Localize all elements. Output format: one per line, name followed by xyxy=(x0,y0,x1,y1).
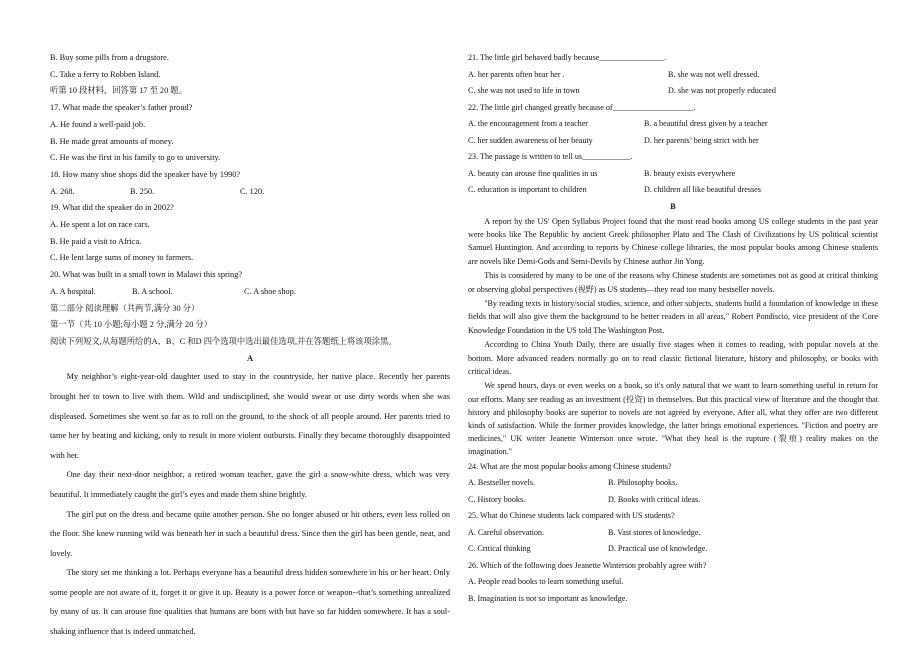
question-20: 20. What was built in a small town in Malawi this spring? xyxy=(50,270,243,280)
q22-options xyxy=(468,116,878,133)
option: C. she was not used to life in town xyxy=(468,86,580,95)
question-26: 26. Which of the following does Jeanette Winterson probably agree with? xyxy=(468,560,707,570)
option: A. Careful observation. xyxy=(468,527,544,537)
option-line: A. He spent a lot on race cars. xyxy=(50,220,150,230)
passage-b-paragraph: According to China Youth Daily, there are usually five stages when it comes to reading, with popular novels at the bottom. More advanced readers normally go on to read classic fictional literature, history and philosophy, or books with critical ideas. xyxy=(468,340,878,376)
q22-options xyxy=(468,133,878,150)
left-column xyxy=(50,50,450,642)
question-25: 25. What do Chinese students lack compared with US students? xyxy=(468,511,675,521)
option: B. A school. xyxy=(132,286,173,296)
passage-a-paragraph: My neighbor’s eight-year-old daughter used to stay in the countryside, her native place. Recently her parents brought her to town to live with them. Wild and undisciplined, she would swear or use dirty words when she was displeased. Sometimes she went so far as to roll on the ground, to the shock of all people around. Her parents tried to tame her by beating and kicking, only to result in more violent outbursts. Finally they became thoroughly disappointed with her. xyxy=(50,372,450,460)
option-line: C. Take a ferry to Robben Island. xyxy=(50,69,161,79)
question-24: 24. What are the most popular books among Chinese students? xyxy=(468,461,672,471)
option: B. 250. xyxy=(130,186,155,196)
option: D. Practical use of knowledge. xyxy=(608,544,708,554)
passage-b-paragraph: We spend hours, days or even weeks on a book, so it's only natural that we want to learn something useful in return for our efforts. Many see reading as an investment (投资) in themselves. But this practical view of literature and the thought that history and philosophy books are superior to novels are not agreed by everyone. After all, what they offer are two different kinds of satisfaction. While the former provides knowledge, the latter brings emotional experiences. "Fiction and poetry are medicines," UK writer Jeanette Winterson once wrote. "What they heal is the rupture (裂痕) reality makes on the imagination." xyxy=(468,381,878,457)
question-23: 23. The passage is written to tell us____________. xyxy=(468,152,633,161)
option-line: B. Imagination is not so important as knowledge. xyxy=(468,593,628,603)
option: D. Books with critical ideas. xyxy=(608,494,701,504)
passage-b-paragraph: "By reading texts in history/social studies, science, and other subjects, students build a foundation of knowledge in these fields that will also give them the background to be better readers in all areas," Robert Pondiscio, vice president of the Core Knowledge Foundation in the US told The Washington Post. xyxy=(468,299,878,335)
option: C. 120. xyxy=(240,186,265,196)
option: B. a beautiful dress given by a teacher xyxy=(644,119,768,128)
option: A. beauty can arouse fine qualities in us xyxy=(468,168,598,178)
option: A. her parents often bear her . xyxy=(468,69,565,79)
q25-options xyxy=(468,525,878,542)
option: B. Philosophy books. xyxy=(608,478,678,488)
question-21: 21. The little girl behaved badly because________________. xyxy=(468,53,667,62)
q20-options xyxy=(50,284,450,301)
option: B. Vast stores of knowledge. xyxy=(608,527,701,537)
option: C. A shoe shop. xyxy=(244,286,296,296)
passage-b-title: B xyxy=(670,201,676,211)
option: D. children all like beautiful dresses xyxy=(644,185,761,194)
passage-b-paragraph: This is considered by many to be one of the reasons why Chinese students are sometimes not as good at critical thinking or observing global perspectives (视野) as US students—they read too many bestseller novels. xyxy=(468,271,878,294)
option: C. History books. xyxy=(468,494,526,504)
option-line: C. He was the first in his family to go to university. xyxy=(50,153,221,163)
option: D. she was not properly educated xyxy=(668,86,776,95)
q23-options xyxy=(468,166,878,183)
question-17: 17. What made the speaker’s father proud? xyxy=(50,103,193,113)
option-line: B. He paid a visit to Africa. xyxy=(50,236,142,246)
section-heading: 第二部分 阅读理解（共两节,满分 30 分） xyxy=(50,303,200,313)
question-18: 18. How many shoe shops did the speaker have by 1990? xyxy=(50,169,241,179)
q21-options xyxy=(468,67,878,84)
option: A. Bestseller novels. xyxy=(468,478,535,488)
right-column xyxy=(468,50,878,607)
option: D. her parents’ being strict with her xyxy=(644,135,759,145)
option-line: B. He made great amounts of money. xyxy=(50,136,174,146)
passage-a-title: A xyxy=(247,353,253,363)
subsection-heading: 第一节（共 10 小题;每小题 2 分,满分 20 分） xyxy=(50,320,213,330)
q25-options xyxy=(468,541,878,558)
question-22: 22. The little girl changed greatly because of____________________. xyxy=(468,102,696,112)
q21-options xyxy=(468,83,878,100)
option-line: C. He lent large sums of money to farmers. xyxy=(50,253,194,263)
q24-options xyxy=(468,492,878,509)
passage-b-paragraph: A report by the US' Open Syllabus Project found that the most read books among US college students in the past year were books like The Republic by ancient Greek philosopher Plato and The Clash of Civilizations by US political scientist Samuel Huntington. And according to reports by Chinese college libraries, the most popular books among Chinese students are novels like Demi-Gods and Semi-Devils by Chinese author Jin Yong. xyxy=(468,217,878,266)
option: A. A hospital. xyxy=(50,286,96,296)
option-line: A. People read books to learn something useful. xyxy=(468,577,624,587)
option: A. 268. xyxy=(50,186,75,196)
option: C. Critical thinking xyxy=(468,544,531,554)
passage-a-paragraph: The girl put on the dress and became quite another person. She no longer abused or hit others, even less rolled on the floor. She knew running wild was beneath her in such a beautiful dress. Since then the girl has been gentle, neat, and lovely. xyxy=(50,509,450,558)
listening-instruction: 听第 10 段材料，回答第 17 至 20 题。 xyxy=(50,86,187,96)
q23-options xyxy=(468,182,878,199)
option: C. her sudden awareness of her beauty xyxy=(468,135,593,145)
option: B. she was not well dressed. xyxy=(668,69,760,79)
q18-options xyxy=(50,184,450,201)
reading-instruction: 阅读下列短文,从每题所给的A、B、C 和D 四个选项中选出最佳选项,并在答题纸上将该项涂黑。 xyxy=(50,336,397,346)
option: C. education is important to children xyxy=(468,185,587,194)
question-19: 19. What did the speaker do in 2002? xyxy=(50,203,174,213)
passage-a-paragraph: The story set me thinking a lot. Perhaps everyone has a beautiful dress hidden somewhere in his or her heart. Only some people are not aware of it, forget it or give it up. Beauty is a power force or weapon--that’s something unrealized by many of us. It can arouse fine qualities that humans are born with but have so far hidden somewhere. It has a soul-shaking influence that is indeed unmatched. xyxy=(50,568,450,637)
q24-options xyxy=(468,475,878,492)
option-line: B. Buy some pills from a drugstore. xyxy=(50,53,169,62)
passage-a-paragraph: One day their next-door neighbor, a retired woman teacher, gave the girl a snow-white dress, which was very beautiful. It immediately caught the girl’s eyes and made them shine brightly. xyxy=(50,470,450,499)
option: A. the encouragement from a teacher xyxy=(468,119,588,128)
option: B. beauty exists everywhere xyxy=(644,168,736,178)
option-line: A. He found a well-paid job. xyxy=(50,119,146,129)
